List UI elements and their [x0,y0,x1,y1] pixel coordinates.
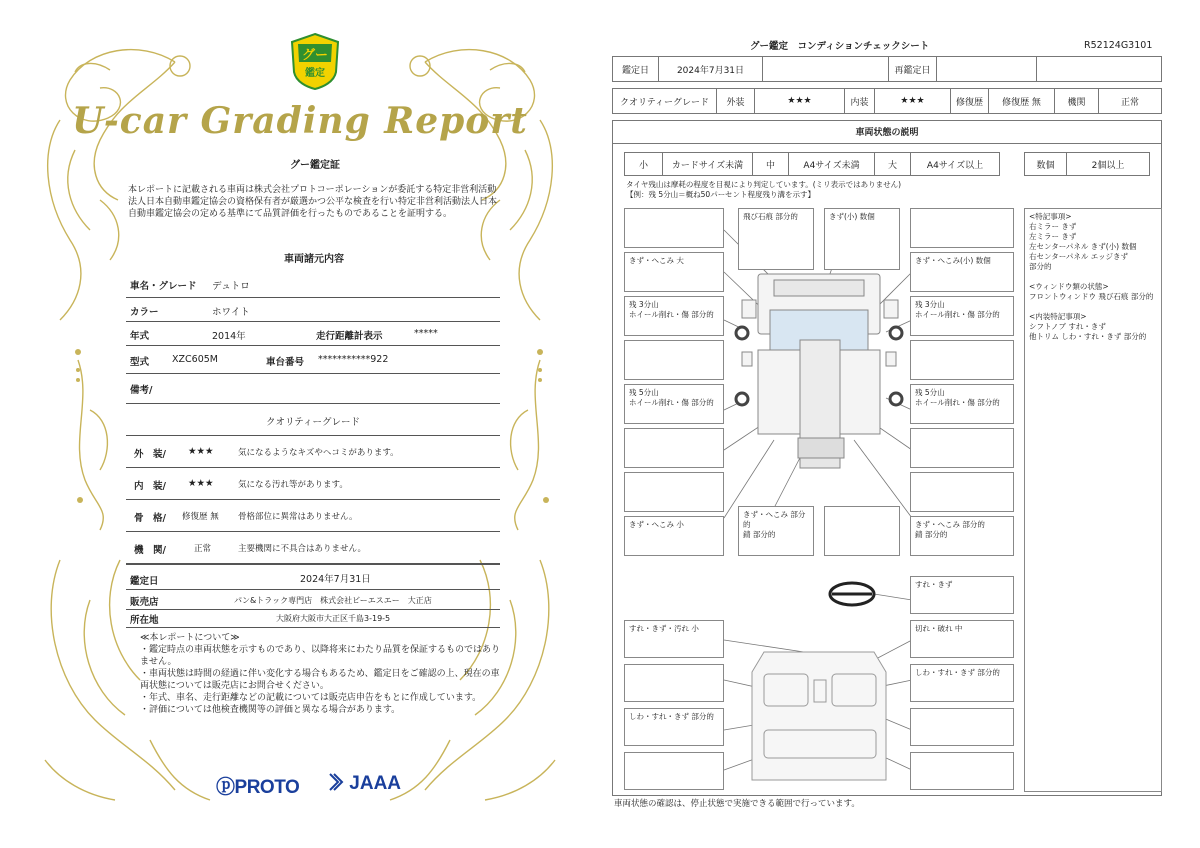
note-item: ・年式、車名、走行距離などの記載については販売店申告をもとに作成しています。 [140,693,482,703]
int-value: ★★★ [875,89,951,113]
date-blank [763,57,889,81]
notes-title: ≪本レポートについて≫ [140,633,240,643]
appraisal-date-value: 2024年7月31日 [300,574,371,585]
window-title: <ウィンドウ類の状態> [1029,282,1109,291]
exterior-label: 外 装/ [134,449,166,460]
year-label: 年式 [130,331,150,342]
cond-box-right-8: きず・へこみ 部分的 錆 部分的 [910,516,1014,556]
mileage-value: ***** [414,328,438,339]
cond-box [624,208,724,248]
cond-box [910,752,1014,790]
legend-count-desc: 2個以上 [1091,160,1125,171]
redate-value [937,57,1037,81]
svg-text:グー: グー [301,48,329,63]
jaaa-mark-icon [328,772,344,792]
cond-box [624,472,724,512]
name-label: 車名・グレード [130,281,197,292]
cond-box-right-2: きず・へこみ(小) 数個 [910,252,1014,292]
cond-box-int-l1: すれ・きず・汚れ 小 [624,620,724,658]
proto-mark-icon: ⓟ [216,777,235,798]
tire-note: タイヤ残山は摩耗の程度を目視により判定しています。(ミリ表示ではありません) [626,180,902,189]
ext-label: 外装 [717,89,755,113]
int-label: 内装 [845,89,875,113]
remarks-label: 備考/ [130,385,153,396]
repair-value: 修復歴 無 [989,89,1055,113]
remarks-panel [1024,208,1162,792]
spec-row-year [126,322,500,346]
report-script-title: U-car Grading Report [72,100,528,142]
frame-label: 骨 格/ [134,513,166,524]
year-value: 2014年 [212,331,246,342]
color-value: ホワイト [212,307,250,318]
address-label: 所在地 [130,615,159,626]
engine-label: 機 関/ [134,545,166,556]
repair-label: 修復歴 [951,89,989,113]
exterior-grade: ★★★ [188,446,214,457]
legend-large-desc: A4サイズ以上 [926,160,984,171]
cond-box-bot-mid1: きず・へこみ 部分的 錆 部分的 [738,506,814,556]
certificate-intro: 本レポートに記載される車両は株式会社プロトコーポレーションが委託する特定非営利活動法人日本自動車鑑定協会の資格保有者が厳選かつ公平な検査を行い特定非営利活動法人日本自動車鑑定協会の定める基準にて品質評価を行ったものであることを証明する。 [128,185,498,219]
engine-label: 機関 [1055,89,1099,113]
note-item: ・車両状態は時間の経過に伴い変化する場合もあるため、鑑定日をご確認の上、現在の車両状態については販売店にお問合せください。 [140,669,500,691]
note-item: ・評価については他検査機関等の評価と異なる場合があります。 [140,705,401,715]
cond-box [910,340,1014,380]
cond-box [824,506,900,556]
cond-box-int-r3: しわ・すれ・きず 部分的 [910,664,1014,702]
tire-example: 【例：残 5分山＝概ね50パーセント程度残り溝を示す】 [626,190,816,199]
cond-box-int-l2: しわ・すれ・きず 部分的 [624,708,724,746]
legend-small: 小 [625,153,663,175]
section-title: 車両状態の説明 [612,120,1162,144]
proto-logo: ⓟPROTO [216,777,300,798]
color-label: カラー [130,307,159,318]
special-title: <特記事項> [1029,212,1072,221]
cond-box [624,664,724,702]
chassis-label: 車台番号 [266,357,305,368]
quality-row-frame [126,500,500,532]
date-row [612,56,1162,82]
special-notes: 右ミラー きず 左ミラー きず 左センターパネル きず(小) 数個 右センターパネル エッジきず 部分的 [1029,222,1137,271]
cond-box [910,472,1014,512]
quality-grade-row [612,88,1162,114]
quality-title-row [126,404,500,436]
cond-box [624,340,724,380]
spec-row-remarks [126,374,500,404]
cond-box-int-r1: すれ・きず [910,576,1014,614]
frame-comment: 骨格部位に異常はありません。 [238,512,358,522]
cond-box [910,208,1014,248]
cond-box [910,428,1014,468]
sheet-title: グー鑑定 コンディションチェックシート [750,41,930,52]
address-value: 大阪府大阪市大正区千島3-19-5 [276,614,391,623]
name-value: デュトロ [212,281,250,292]
cond-box-right-3: 残 3分山 ホイール削れ・傷 部分的 [910,296,1014,336]
interior-grade: ★★★ [188,478,214,489]
ext-value: ★★★ [755,89,845,113]
quality-title: クオリティーグレード [265,417,361,428]
legend-small-desc: カードサイズ未満 [663,153,753,175]
sheet-id: R52124G3101 [1084,40,1153,51]
spec-row-model [126,346,500,374]
cond-box-left-8: きず・へこみ 小 [624,516,724,556]
date-label: 鑑定日 [613,57,659,81]
condition-check-sheet [600,0,1200,848]
report-notes [140,632,500,716]
interior-label: 内 装/ [134,481,166,492]
dealer-label: 販売店 [130,597,159,608]
engine-grade: 正常 [194,544,212,554]
interior-comment: 気になる汚れ等があります。 [238,480,348,490]
quality-row-exterior [126,436,500,468]
cond-box-right-5: 残 5分山 ホイール削れ・傷 部分的 [910,384,1014,424]
mileage-label: 走行距離計表示 [316,331,383,342]
cond-box [624,428,724,468]
appraisal-date-row [126,564,500,590]
cond-box-int-r2: 切れ・破れ 中 [910,620,1014,658]
spec-row-color [126,298,500,322]
appraisal-date-label: 鑑定日 [130,576,159,587]
jaaa-logo: JAAA [328,772,401,795]
cond-box-left-5: 残 5分山 ホイール削れ・傷 部分的 [624,384,724,424]
certificate-subtitle: グー鑑定証 [290,160,340,171]
model-value: XZC605M [172,354,218,365]
legend-large: 大 [875,153,911,175]
badge-shield-icon [288,32,342,90]
legend-mid-desc: A4サイズ未満 [789,153,875,175]
dealer-row [126,590,500,610]
model-label: 型式 [130,357,150,368]
cond-box-top-mid1: 飛び石痕 部分的 [738,208,814,270]
interior-title: <内装特記事項> [1029,312,1087,321]
size-legend [624,152,1000,176]
engine-comment: 主要機関に不具合はありません。 [238,544,367,554]
cond-box-top-mid2: きず(小) 数個 [824,208,900,270]
dealer-value: パン&トラック専門店 株式会社ビーエスエー 大正店 [234,596,432,605]
cond-box-left-2: きず・へこみ 大 [624,252,724,292]
date-value: 2024年7月31日 [659,57,763,81]
footer-note: 車両状態の確認は、停止状態で実施できる範囲で行っています。 [614,799,860,809]
engine-value: 正常 [1120,97,1139,108]
count-legend [1024,152,1150,176]
legend-count: 数個 [1025,153,1067,175]
spec-row-name [126,270,500,298]
goo-appraisal-badge [288,32,342,90]
note-item: ・鑑定時点の車両状態を示すものであり、以降将来にわたり品質を保証するものではありません。 [140,645,501,667]
redate-label: 再鑑定日 [889,57,937,81]
cond-box [910,708,1014,746]
exterior-comment: 気になるようなキズやヘコミがあります。 [238,448,399,458]
quality-grade-label: クオリティーグレード [613,89,717,113]
specs-title: 車両諸元内容 [284,254,344,265]
address-row [126,610,500,628]
interior-notes: シフトノブ すれ・きず 他トリム しわ・すれ・きず 部分的 [1029,322,1147,341]
frame-grade: 修復歴 無 [182,512,219,522]
legend-mid: 中 [753,153,789,175]
quality-row-engine [126,532,500,564]
chassis-value: ***********922 [318,354,389,365]
quality-row-interior [126,468,500,500]
window-notes: フロントウィンドウ 飛び石痕 部分的 [1029,292,1154,301]
svg-text:鑑定: 鑑定 [305,68,325,79]
cond-box [624,752,724,790]
cond-box-left-3: 残 3分山 ホイール削れ・傷 部分的 [624,296,724,336]
